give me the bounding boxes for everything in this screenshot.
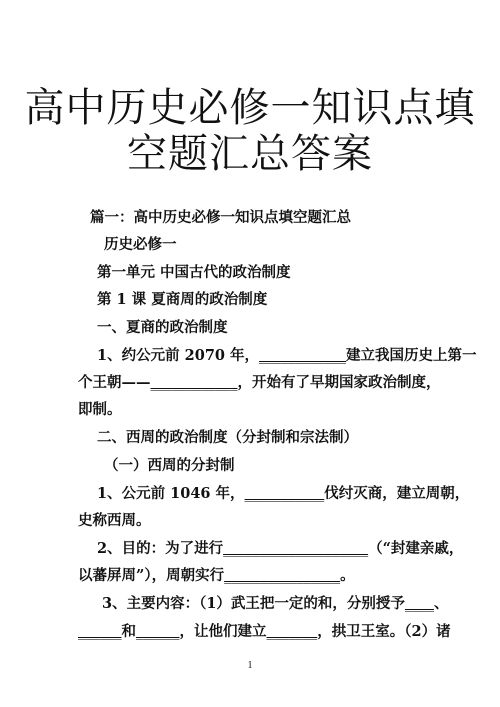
question-text: ，让他们建立	[179, 623, 267, 640]
section-heading: 篇一：高中历史必修一知识点填空题汇总	[90, 209, 351, 226]
document-title-line-2: 空题汇总答案	[127, 131, 373, 177]
document-title-line-1: 高中历史必修一知识点填	[24, 85, 476, 131]
question-line	[97, 542, 463, 557]
question-line: 即制。	[78, 401, 122, 418]
question-text: （“封建亲戚，	[368, 540, 464, 557]
answer-blank: ____	[404, 596, 434, 612]
question-text: 、	[433, 595, 449, 612]
answer-blank: ____________	[150, 375, 238, 391]
page-number: 1	[247, 660, 253, 671]
unit-heading: 第一单元 中国古代的政治制度	[97, 264, 291, 281]
question-text: 伐纣灭商，建立周朝，	[324, 485, 470, 502]
question-text: 2、目的：为了进行	[97, 540, 224, 557]
question-text: 1、约公元前 2070 年，	[97, 347, 260, 364]
answer-blank: ___________	[244, 486, 325, 502]
answer-blank: ________________	[224, 568, 341, 584]
question-text: ，拱卫王室。（2）诸	[317, 623, 451, 640]
question-line	[102, 597, 448, 612]
question-text: 。	[340, 567, 355, 584]
question-line	[78, 376, 441, 391]
answer-blank: ____________	[259, 348, 347, 364]
question-line	[78, 569, 355, 584]
answer-blank: ______	[78, 624, 122, 640]
part-heading: 一、夏商的政治制度	[97, 319, 228, 336]
question-text: ，开始有了早期国家政治制度，	[237, 374, 441, 391]
part-heading: 二、西周的政治制度（分封制和宗法制）	[97, 429, 358, 446]
lesson-heading: 第 1 课 夏商周的政治制度	[97, 291, 268, 308]
question-text: 和	[121, 623, 136, 640]
answer-blank: ____________________	[223, 541, 369, 557]
question-text: 3、主要内容：（1）武王把一定的和，分别授予	[102, 595, 405, 612]
sub-heading: （一）西周的分封制	[104, 457, 235, 474]
question-line: 史称西周。	[78, 512, 151, 529]
subject-heading: 历史必修一	[104, 236, 177, 253]
question-line	[97, 487, 469, 502]
answer-blank: _______	[266, 624, 318, 640]
question-text: 个王朝——	[78, 374, 151, 391]
question-text: 以蕃屏周”），周朝实行	[78, 567, 225, 584]
question-line	[78, 625, 451, 640]
question-text: 建立我国历史上第一	[346, 347, 477, 364]
answer-blank: ______	[136, 624, 180, 640]
question-text: 1、公元前 1046 年，	[97, 485, 245, 502]
question-line	[97, 349, 477, 364]
